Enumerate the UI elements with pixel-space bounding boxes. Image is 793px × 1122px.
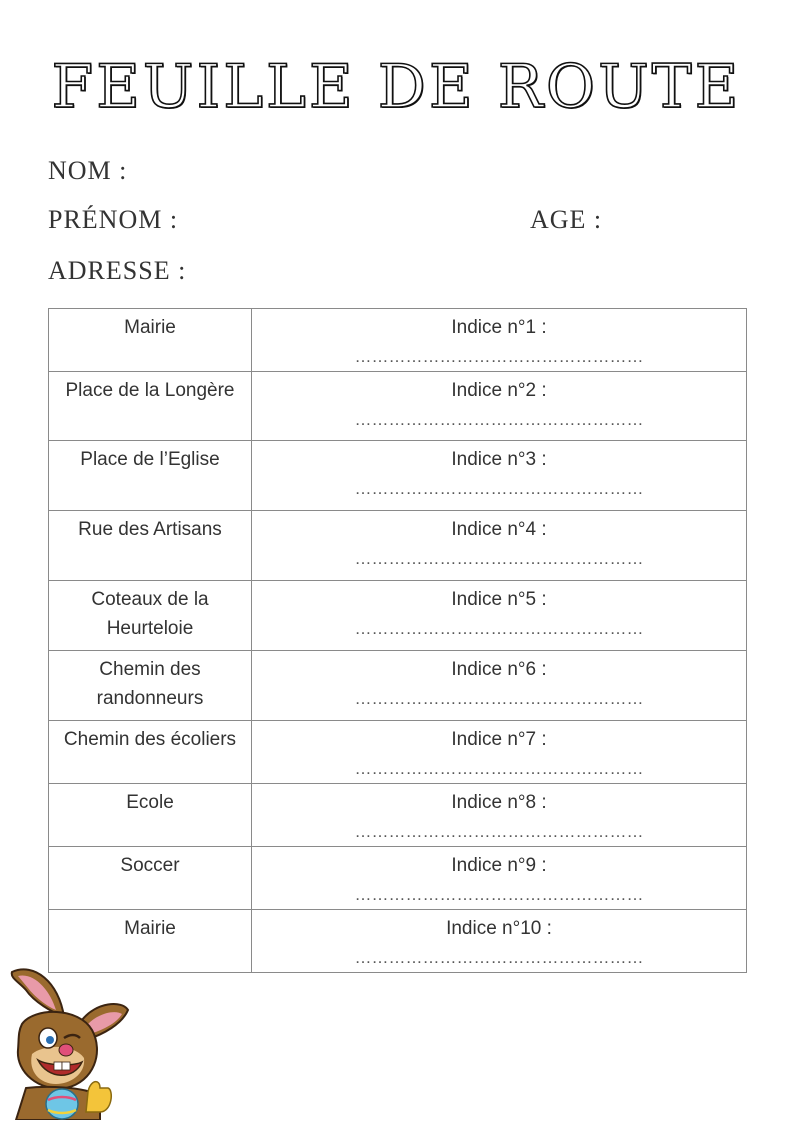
clue-answer-line: …………………………………………… bbox=[354, 479, 644, 498]
clue-label: Indice n°10 : bbox=[446, 918, 552, 939]
table-row bbox=[49, 910, 747, 973]
table-row bbox=[49, 651, 747, 721]
place-cell: Mairie bbox=[49, 910, 252, 973]
clue-label: Indice n°6 : bbox=[451, 659, 547, 680]
table-row bbox=[49, 784, 747, 847]
place-cell: Chemin des écoliers bbox=[49, 721, 252, 784]
clue-answer-line: …………………………………………… bbox=[354, 759, 644, 778]
clue-label: Indice n°2 : bbox=[451, 380, 547, 401]
place-cell: Chemin des randonneurs bbox=[49, 651, 252, 721]
rabbit-mascot-icon bbox=[4, 962, 130, 1120]
route-table bbox=[48, 308, 747, 973]
table-row bbox=[49, 511, 747, 581]
clue-cell bbox=[252, 784, 747, 847]
clue-answer-line: …………………………………………… bbox=[354, 619, 644, 638]
clue-cell bbox=[252, 847, 747, 910]
page-title: FEUILLE DE ROUTE bbox=[51, 52, 742, 122]
clue-answer-line: …………………………………………… bbox=[354, 347, 644, 366]
clue-label: Indice n°3 : bbox=[451, 449, 547, 470]
place-cell: Place de la Longère bbox=[49, 372, 252, 441]
clue-cell bbox=[252, 372, 747, 441]
table-row bbox=[49, 581, 747, 651]
place-cell: Rue des Artisans bbox=[49, 511, 252, 581]
clue-label: Indice n°4 : bbox=[451, 519, 547, 540]
place-cell: Place de l’Eglise bbox=[49, 441, 252, 511]
clue-label: Indice n°9 : bbox=[451, 855, 547, 876]
place-cell: Ecole bbox=[49, 784, 252, 847]
place-cell: Coteaux de la Heurteloie bbox=[49, 581, 252, 651]
table-row bbox=[49, 721, 747, 784]
clue-cell bbox=[252, 309, 747, 372]
clue-answer-line: …………………………………………… bbox=[354, 689, 644, 708]
clue-label: Indice n°5 : bbox=[451, 589, 547, 610]
clue-answer-line: …………………………………………… bbox=[354, 410, 644, 429]
clue-cell bbox=[252, 511, 747, 581]
table-row bbox=[49, 372, 747, 441]
table-row bbox=[49, 309, 747, 372]
place-cell: Soccer bbox=[49, 847, 252, 910]
clue-answer-line: …………………………………………… bbox=[354, 822, 644, 841]
clue-label: Indice n°8 : bbox=[451, 792, 547, 813]
place-cell: Mairie bbox=[49, 309, 252, 372]
clue-cell bbox=[252, 910, 747, 973]
age-label: AGE : bbox=[530, 205, 603, 234]
clue-answer-line: …………………………………………… bbox=[354, 948, 644, 967]
clue-label: Indice n°1 : bbox=[451, 317, 547, 338]
clue-answer-line: …………………………………………… bbox=[354, 549, 644, 568]
clue-label: Indice n°7 : bbox=[451, 729, 547, 750]
clue-cell bbox=[252, 581, 747, 651]
prenom-label: PRÉNOM : bbox=[48, 205, 179, 234]
clue-answer-line: …………………………………………… bbox=[354, 885, 644, 904]
nom-label: NOM : bbox=[48, 156, 128, 185]
table-row bbox=[49, 847, 747, 910]
table-row bbox=[49, 441, 747, 511]
adresse-label: ADRESSE : bbox=[48, 256, 187, 285]
clue-cell bbox=[252, 721, 747, 784]
clue-cell bbox=[252, 651, 747, 721]
clue-cell bbox=[252, 441, 747, 511]
